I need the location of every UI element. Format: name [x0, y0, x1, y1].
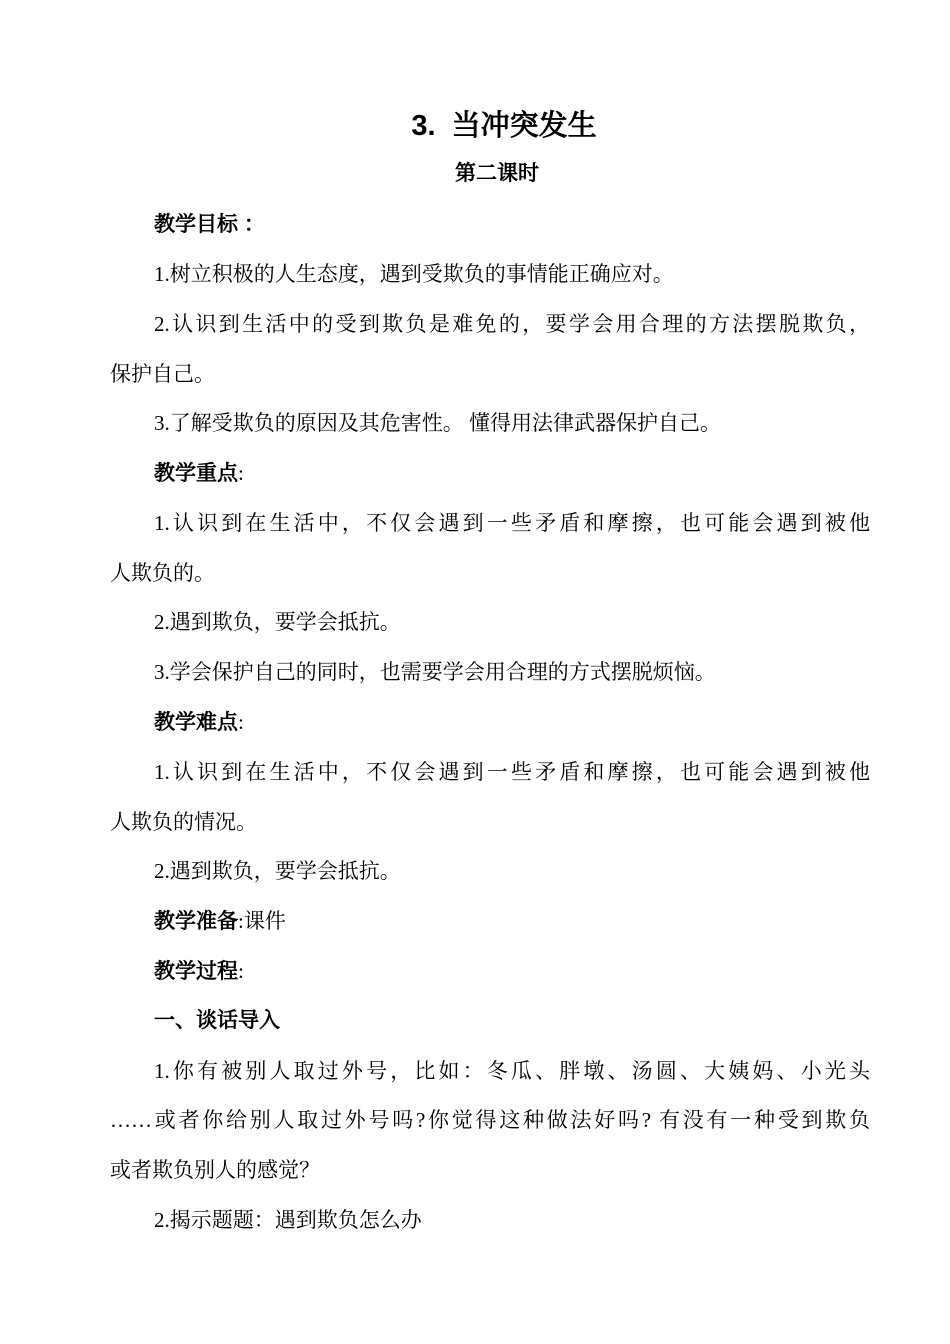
preparation-line: [154, 905, 870, 938]
section-1-heading: 一、谈话导入: [154, 1009, 280, 1032]
difficulty-1-line-2: 人欺负的情况。: [110, 810, 257, 834]
key-points-heading-line: [154, 457, 870, 490]
document-subtitle: 第二课时: [455, 162, 539, 185]
key-points-colon: :: [238, 461, 244, 485]
key-point-3: 3.学会保护自己的同时，也需要学会用合理的方式摆脱烦恼。: [154, 660, 716, 684]
difficulties-colon: :: [238, 710, 244, 734]
process-heading: 教学过程: [154, 960, 238, 983]
preparation-value: :课件: [238, 909, 286, 933]
step-2: 2.揭示题题：遇到欺负怎么办: [154, 1208, 422, 1232]
key-point-2: 2.遇到欺负，要学会抵抗。: [154, 610, 401, 634]
step-1-line-3: 或者欺负别人的感觉？: [110, 1158, 320, 1182]
difficulties-heading: 教学难点: [154, 711, 238, 734]
step-1-line-2: ……或者你给别人取过外号吗?你觉得这种做法好吗? 有没有一种受到欺负: [110, 1108, 870, 1132]
step-1-line-1: 1.你有被别人取过外号，比如：冬瓜、胖墩、汤圆、大姨妈、小光头: [154, 1059, 870, 1083]
difficulty-1-line-1: 1.认识到在生活中，不仅会遇到一些矛盾和摩擦，也可能会遇到被他: [154, 760, 870, 784]
objectives-heading: 教学目标 ：: [154, 213, 265, 236]
preparation-heading: 教学准备: [154, 910, 238, 933]
key-point-1-line-1: 1.认识到在生活中，不仅会遇到一些矛盾和摩擦，也可能会遇到被他: [154, 511, 870, 535]
objective-3: 3.了解受欺负的原因及其危害性。 懂得用法律武器保护自己。: [154, 411, 721, 435]
key-point-1-line-2: 人欺负的。: [110, 561, 215, 585]
difficulties-heading-line: [154, 706, 870, 739]
process-heading-line: [154, 955, 870, 988]
document-title: 3. 当冲突发生: [411, 110, 597, 142]
key-points-heading: 教学重点: [154, 462, 238, 485]
process-colon: :: [238, 959, 244, 983]
objective-2-line-1: 2.认识到生活中的受到欺负是难免的，要学会用合理的方法摆脱欺负，: [154, 312, 870, 336]
difficulty-2: 2.遇到欺负，要学会抵抗。: [154, 859, 401, 883]
objective-2-line-2: 保护自己。: [110, 362, 215, 386]
objective-1: 1.树立积极的人生态度，遇到受欺负的事情能正确应对。: [154, 262, 674, 286]
